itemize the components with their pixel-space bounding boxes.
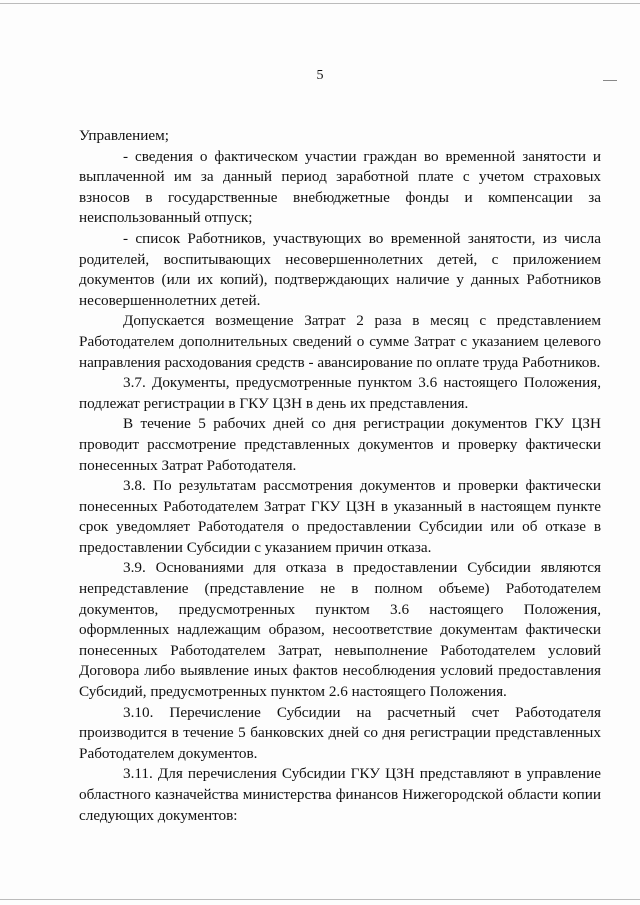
document-body — [79, 126, 601, 826]
paragraph: 3.9. Основаниями для отказа в предоставлении Субсидии являются непредставление (представление не в полном объеме) Работодателем документов, предусмотренных пунктом 3.6 настоящего Положения, оформленных надлежащим образом, несоответствие документам фактически понесенных Работодателем Затрат, невыполнение Работодателем условий Договора либо выявление иных фактов несоблюдения условий предоставления Субсидий, предусмотренных пунктом 2.6 настоящего Положения. — [79, 559, 601, 701]
paragraph: В течение 5 рабочих дней со дня регистрации документов ГКУ ЦЗН проводит рассмотрение представленных документов и проверку фактически понесенных Затрат Работодателя. — [79, 415, 601, 474]
scan-edge-top — [0, 3, 640, 4]
paragraph: - список Работников, участвующих во временной занятости, из числа родителей, воспитывающих несовершеннолетних детей, с приложением документов (или их копий), подтверждающих наличие у данных Работников несовершеннолетних детей. — [79, 229, 601, 309]
paragraph: 3.8. По результатам рассмотрения документов и проверки фактически понесенных Работодателем Затрат ГКУ ЦЗН в указанный в настоящем пункте срок уведомляет Работодателя о предоставлении Субсидии или об отказе в предоставлении Субсидии с указанием причин отказа. — [79, 477, 601, 556]
paragraph: Управлением; — [79, 127, 169, 144]
paragraph: 3.11. Для перечисления Субсидии ГКУ ЦЗН представляют в управление областного казначейства министерства финансов Нижегородской области копии следующих документов: — [79, 765, 601, 824]
paragraph: Допускается возмещение Затрат 2 раза в месяц с представлением Работодателем дополнительных сведений о сумме Затрат с указанием целевого направления расходования средств - авансирование по оплате труда Работников. — [79, 312, 601, 371]
page-number: 5 — [316, 68, 324, 83]
scan-edge-bottom — [0, 899, 640, 900]
paragraph: - сведения о фактическом участии граждан во временной занятости и выплаченной им за данный период заработной плате с учетом страховых взносов в государственные внебюджетные фонды и компенсации за неиспользованный отпуск; — [79, 147, 601, 227]
paragraph: 3.7. Документы, предусмотренные пунктом 3.6 настоящего Положения, подлежат регистрации в ГКУ ЦЗН в день их представления. — [79, 374, 601, 412]
paragraph: 3.10. Перечисление Субсидии на расчетный счет Работодателя производится в течение 5 банковских дней со дня регистрации представленных Работодателем документов. — [79, 703, 601, 762]
